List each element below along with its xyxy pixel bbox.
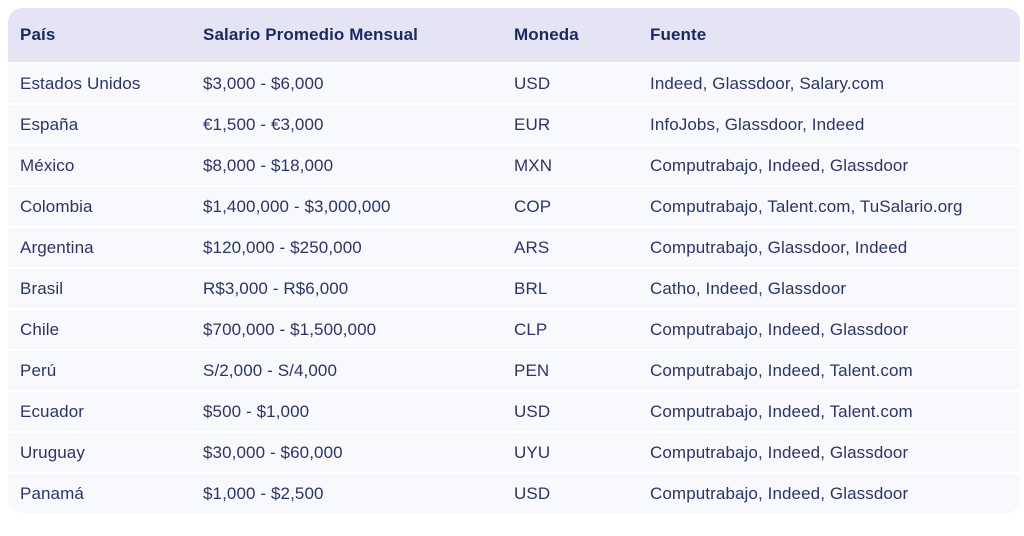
table-row <box>8 185 1020 226</box>
cell-fuente: Computrabajo, Indeed, Glassdoor <box>650 308 1020 349</box>
salary-table-card <box>8 8 1020 513</box>
cell-fuente: InfoJobs, Glassdoor, Indeed <box>650 103 1020 144</box>
cell-moneda: USD <box>514 472 650 513</box>
cell-moneda: USD <box>514 390 650 431</box>
cell-fuente: Computrabajo, Talent.com, TuSalario.org <box>650 185 1020 226</box>
table-row <box>8 62 1020 103</box>
cell-fuente: Computrabajo, Indeed, Talent.com <box>650 349 1020 390</box>
cell-fuente: Computrabajo, Indeed, Glassdoor <box>650 144 1020 185</box>
table-header <box>8 8 1020 62</box>
column-header-fuente: Fuente <box>650 8 1020 62</box>
cell-salario: €1,500 - €3,000 <box>203 103 514 144</box>
cell-moneda: UYU <box>514 431 650 472</box>
table-body <box>8 62 1020 513</box>
cell-salario: $700,000 - $1,500,000 <box>203 308 514 349</box>
column-header-pais: País <box>8 8 203 62</box>
cell-pais: México <box>8 144 203 185</box>
cell-salario: $8,000 - $18,000 <box>203 144 514 185</box>
cell-moneda: COP <box>514 185 650 226</box>
cell-moneda: MXN <box>514 144 650 185</box>
cell-pais: Chile <box>8 308 203 349</box>
cell-salario: $30,000 - $60,000 <box>203 431 514 472</box>
cell-fuente: Catho, Indeed, Glassdoor <box>650 267 1020 308</box>
cell-moneda: PEN <box>514 349 650 390</box>
cell-pais: Panamá <box>8 472 203 513</box>
table-row <box>8 472 1020 513</box>
cell-salario: $1,000 - $2,500 <box>203 472 514 513</box>
cell-fuente: Indeed, Glassdoor, Salary.com <box>650 62 1020 103</box>
column-header-salario: Salario Promedio Mensual <box>203 8 514 62</box>
cell-pais: Estados Unidos <box>8 62 203 103</box>
cell-fuente: Computrabajo, Indeed, Glassdoor <box>650 472 1020 513</box>
cell-salario: $500 - $1,000 <box>203 390 514 431</box>
table-header-row <box>8 8 1020 62</box>
cell-moneda: BRL <box>514 267 650 308</box>
cell-pais: Brasil <box>8 267 203 308</box>
cell-salario: S/2,000 - S/4,000 <box>203 349 514 390</box>
cell-moneda: CLP <box>514 308 650 349</box>
table-row <box>8 267 1020 308</box>
table-row <box>8 308 1020 349</box>
cell-pais: Perú <box>8 349 203 390</box>
table-row <box>8 144 1020 185</box>
cell-fuente: Computrabajo, Glassdoor, Indeed <box>650 226 1020 267</box>
table-row <box>8 103 1020 144</box>
cell-pais: Uruguay <box>8 431 203 472</box>
table-row <box>8 390 1020 431</box>
cell-salario: R$3,000 - R$6,000 <box>203 267 514 308</box>
cell-salario: $3,000 - $6,000 <box>203 62 514 103</box>
table-row <box>8 349 1020 390</box>
table-row <box>8 431 1020 472</box>
cell-pais: Ecuador <box>8 390 203 431</box>
cell-moneda: USD <box>514 62 650 103</box>
table-row <box>8 226 1020 267</box>
cell-moneda: ARS <box>514 226 650 267</box>
column-header-moneda: Moneda <box>514 8 650 62</box>
cell-salario: $1,400,000 - $3,000,000 <box>203 185 514 226</box>
cell-fuente: Computrabajo, Indeed, Glassdoor <box>650 431 1020 472</box>
cell-moneda: EUR <box>514 103 650 144</box>
cell-fuente: Computrabajo, Indeed, Talent.com <box>650 390 1020 431</box>
cell-pais: Argentina <box>8 226 203 267</box>
salary-table <box>8 8 1020 513</box>
cell-salario: $120,000 - $250,000 <box>203 226 514 267</box>
cell-pais: España <box>8 103 203 144</box>
cell-pais: Colombia <box>8 185 203 226</box>
